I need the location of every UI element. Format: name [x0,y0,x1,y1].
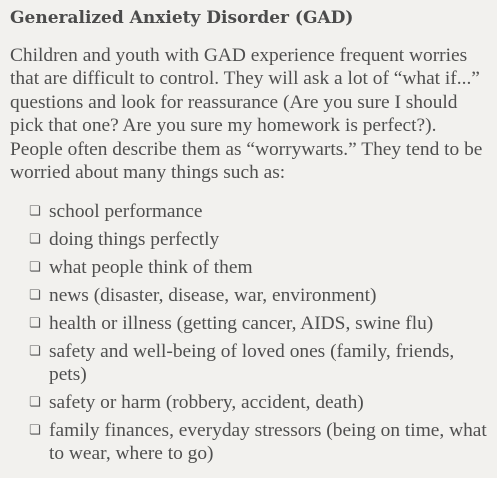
list-item [29,228,487,251]
checkbox-bullet-icon: ❏ [29,204,41,220]
list-item [29,391,487,414]
list-item [29,312,487,335]
list-item [29,340,487,386]
checkbox-bullet-icon: ❏ [29,260,41,276]
list-item [29,419,487,465]
list-item [29,200,487,223]
document-title: Generalized Anxiety Disorder (GAD) [10,8,354,28]
list-item-text: family finances, everyday stressors (being on time, what to wear, where to go) [49,420,487,465]
worries-list [10,200,487,465]
list-item-text: health or illness (getting cancer, AIDS, swine flu) [49,313,434,335]
list-item-text: doing things perfectly [49,229,220,251]
list-item-text: news (disaster, disease, war, environment) [49,285,377,307]
checkbox-bullet-icon: ❏ [29,288,41,304]
checkbox-bullet-icon: ❏ [29,423,41,439]
checkbox-bullet-icon: ❏ [29,344,41,360]
list-item-text: what people think of them [49,257,253,279]
list-item [29,256,487,279]
checkbox-bullet-icon: ❏ [29,395,41,411]
list-item [29,284,487,307]
checkbox-bullet-icon: ❏ [29,316,41,332]
checkbox-bullet-icon: ❏ [29,232,41,248]
list-item-text: safety or harm (robbery, accident, death) [49,392,364,414]
intro-paragraph: Children and youth with GAD experience frequent worries that are difficult to control. They will ask a lot of “what if...” questions and look for reassurance (Are you sure I should pick that one? Are you sure my homework is perfect?). People often describe them as “worrywarts.” They tend to be worried about many things such as: [10,45,483,184]
list-item-text: safety and well-being of loved ones (family, friends, pets) [49,341,455,386]
list-item-text: school performance [49,201,203,223]
